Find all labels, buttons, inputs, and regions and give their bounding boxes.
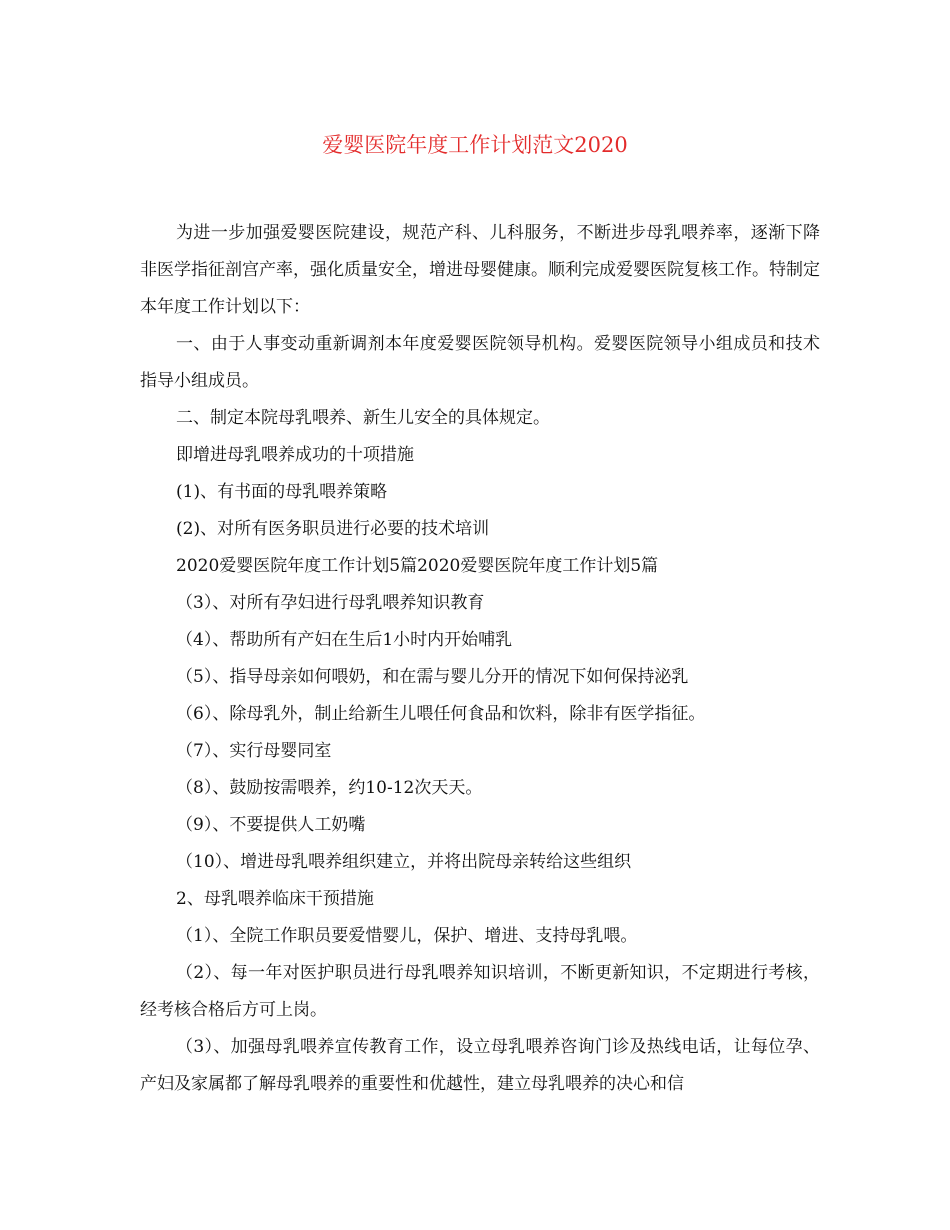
paragraph: （10）、增进母乳喂养组织建立，并将出院母亲转给这些组织 — [176, 852, 632, 872]
paragraph: （7）、实行母婴同室 — [176, 741, 332, 761]
paragraph: (1)、有书面的母乳喂养策略 — [176, 482, 388, 502]
paragraph: 二、制定本院母乳喂养、新生儿安全的具体规定。 — [176, 408, 550, 428]
paragraph: 即增进母乳喂养成功的十项措施 — [176, 445, 414, 465]
paragraph: （5）、指导母亲如何喂奶，和在需与婴儿分开的情况下如何保持泌乳 — [176, 667, 689, 687]
paragraph: 一、由于人事变动重新调剂本年度爱婴医院领导机构。爱婴医院领导小组成员和技术指导小组成员。 — [140, 334, 820, 391]
paragraph: （3）、加强母乳喂养宣传教育工作，设立母乳喂养咨询门诊及热线电话，让每位孕、产妇及家属都了解母乳喂养的重要性和优越性，建立母乳喂养的决心和信 — [140, 1037, 820, 1094]
document-body — [140, 215, 820, 1103]
document-title: 爱婴医院年度工作计划范文2020 — [322, 133, 628, 157]
paragraph: （6）、除母乳外，制止给新生儿喂任何食品和饮料，除非有医学指征。 — [176, 704, 706, 724]
paragraph: 为进一步加强爱婴医院建设，规范产科、儿科服务，不断进步母乳喂养率，逐渐下降非医学指征剖宫产率，强化质量安全，增进母婴健康。顺利完成爱婴医院复核工作。特制定本年度工作计划以下： — [140, 223, 820, 317]
paragraph: 2020爱婴医院年度工作计划5篇2020爱婴医院年度工作计划5篇 — [176, 556, 659, 576]
paragraph: （1）、全院工作职员要爱惜婴儿，保护、增进、支持母乳喂。 — [176, 926, 638, 946]
paragraph: （9）、不要提供人工奶嘴 — [176, 815, 366, 835]
paragraph: （3）、对所有孕妇进行母乳喂养知识教育 — [176, 593, 485, 613]
paragraph: （8）、鼓励按需喂养，约10-12次天天。 — [176, 778, 483, 798]
paragraph: (2)、对所有医务职员进行必要的技术培训 — [176, 519, 490, 539]
paragraph: （4）、帮助所有产妇在生后1小时内开始哺乳 — [176, 630, 513, 650]
paragraph: 2、母乳喂养临床干预措施 — [176, 889, 374, 909]
paragraph: （2）、每一年对医护职员进行母乳喂养知识培训，不断更新知识，不定期进行考核，经考核合格后方可上岗。 — [140, 963, 820, 1020]
